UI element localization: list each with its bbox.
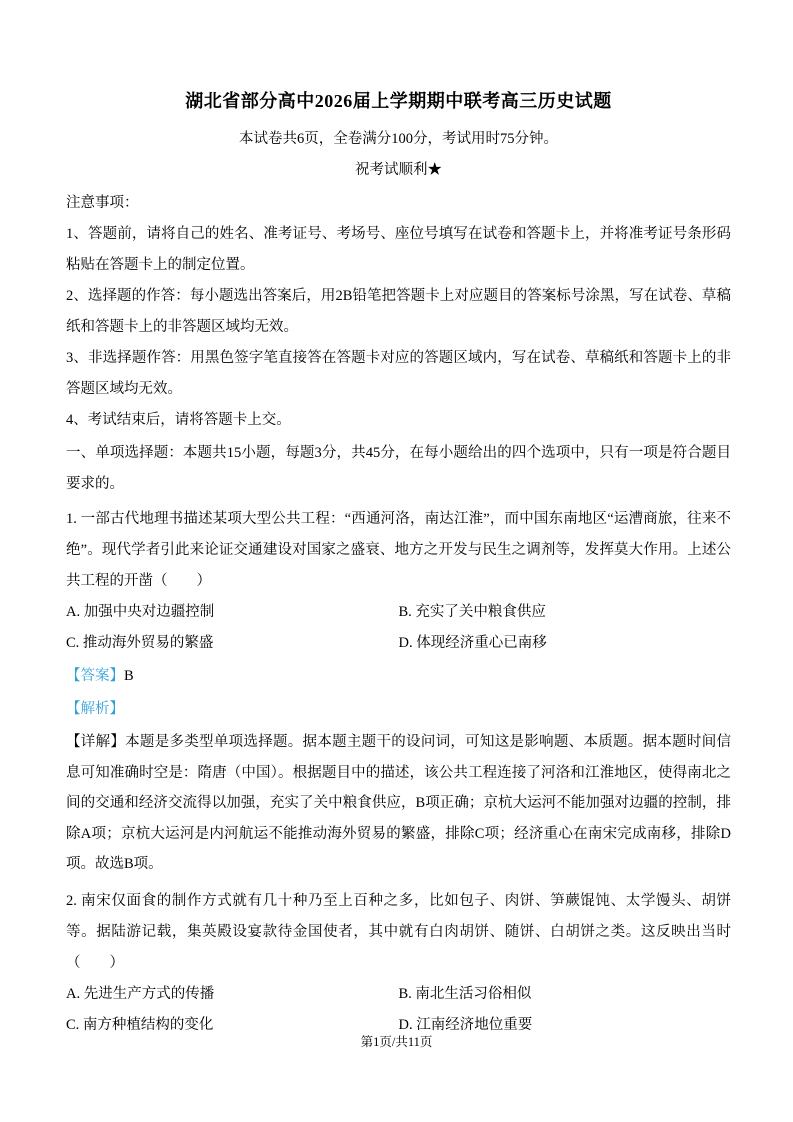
- question-2: [66, 886, 731, 1041]
- question-1-options: [66, 597, 731, 659]
- answer-value: B: [124, 668, 134, 684]
- section-heading: 一、单项选择题：本题共15小题，每题3分，共45分，在每小题给出的四个选项中，只有一项是符合题目要求的。: [66, 445, 731, 492]
- notice-item-2: 2、选择题的作答：每小题选出答案后，用2B铅笔把答题卡上对应题目的答案标号涂黑，写在试卷、草稿纸和答题卡上的非答题区域均无效。: [66, 288, 731, 335]
- notice-item-4: 4、考试结束后，请将答题卡上交。: [66, 412, 291, 428]
- page-title: 湖北省部分高中2026届上学期期中联考高三历史试题: [185, 91, 612, 111]
- question-2-option-b: B. 南北生活习俗相似: [398, 985, 532, 1002]
- question-1-option-b: B. 充实了关中粮食供应: [398, 604, 546, 620]
- question-1-stem: 1. 一部古代地理书描述某项大型公共工程：“西通河洛，南达江淮”，而中国东南地区“运漕商旅，往来不绝”。现代学者引此来论证交通建设对国家之盛衰、地方之开发与民生之调剂等，发挥莫大作用。上述公共工程的开凿（ ）: [66, 511, 731, 589]
- question-1-option-a: A. 加强中央对边疆控制: [66, 604, 215, 620]
- page-footer: 第1页/共11页: [360, 1035, 433, 1049]
- question-1-answer-line: [66, 661, 731, 692]
- question-2-option-c: C. 南方种植结构的变化: [66, 1016, 214, 1033]
- question-2-option-a: A. 先进生产方式的传播: [66, 985, 215, 1002]
- exam-info: 本试卷共6页，全卷满分100分，考试用时75分钟。: [239, 131, 558, 147]
- question-1-detail: 【详解】本题是多类型单项选择题。据本题主题干的设问词，可知这是影响题、本质题。据本题时间信息可知准确时空是：隋唐（中国）。根据题目中的描述，该公共工程连接了河洛和江淮地区，使得南北之间的交通和经济交流得以加强，充实了关中粮食供应，B项正确；京杭大运河不能加强对边疆的控制，排除A项；京杭大运河是内河航运不能推动海外贸易的繁盛，排除C项；经济重心在南宋完成南移，排除D项。故选B项。: [66, 734, 731, 872]
- notice-heading: 注意事项：: [66, 195, 139, 211]
- question-1: [66, 504, 731, 880]
- question-1-option-c: C. 推动海外贸易的繁盛: [66, 635, 214, 651]
- question-1-analysis-line: [66, 694, 731, 725]
- notice-item-1: 1、答题前，请将自己的姓名、准考证号、考场号、座位号填写在试卷和答题卡上，并将准考证号条形码粘贴在答题卡上的制定位置。: [66, 226, 731, 273]
- notice-item-3: 3、非选择题作答：用黑色签字笔直接答在答题卡对应的答题区域内，写在试卷、草稿纸和答题卡上的非答题区域均无效。: [66, 350, 731, 397]
- question-2-option-d: D. 江南经济地位重要: [398, 1016, 533, 1033]
- question-2-stem: 2. 南宋仅面食的制作方式就有几十种乃至上百种之多，比如包子、肉饼、笋蕨馄饨、太学馒头、胡饼等。据陆游记载，集英殿设宴款待金国使者，其中就有白肉胡饼、随饼、白胡饼之类。这反映出当时（ ）: [66, 892, 731, 971]
- analysis-label: 【解析】: [66, 701, 124, 717]
- exam-wish: 祝考试顺利★: [355, 162, 442, 178]
- answer-label: 【答案】: [66, 668, 124, 684]
- question-1-option-d: D. 体现经济重心已南移: [398, 635, 547, 651]
